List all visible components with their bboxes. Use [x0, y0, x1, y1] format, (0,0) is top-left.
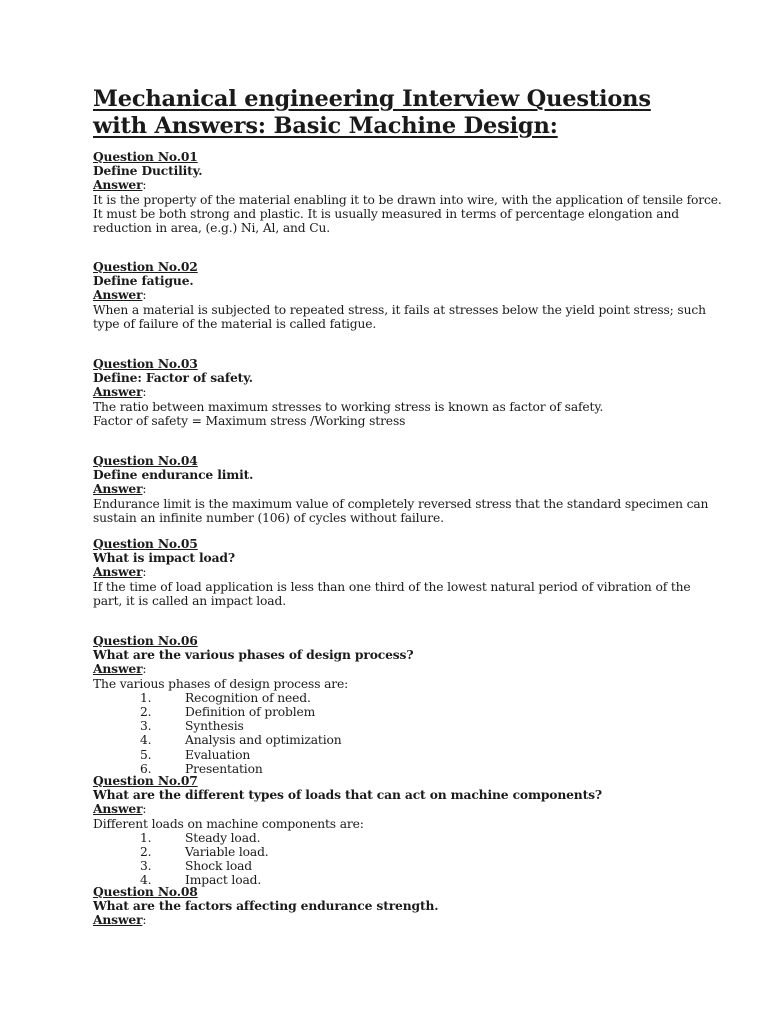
list-item-text: Shock load: [185, 859, 253, 874]
question-label: Question No.01: [93, 149, 198, 164]
question-text: What are the factors affecting endurance strength.: [93, 898, 439, 914]
answer-label: Answer: [93, 661, 143, 677]
question-text: What are the different types of loads that can act on machine components?: [93, 787, 602, 803]
list-item: [93, 691, 693, 705]
page-title: Mechanical engineering Interview Questions with Answers: Basic Machine Design:: [93, 86, 651, 139]
question-text: Define fatigue.: [93, 273, 194, 289]
phases-list: [93, 691, 693, 776]
answer-label: Answer: [93, 177, 143, 193]
list-item-number: 1.: [140, 830, 152, 845]
question-label: Question No.04: [93, 453, 198, 468]
answer-line: When a material is subjected to repeated stress, it fails at stresses below the yield point stress; such: [93, 302, 706, 317]
list-item: [93, 733, 693, 747]
question-text: Define Ductility.: [93, 163, 203, 179]
question-text: What is impact load?: [93, 550, 235, 566]
list-item-text: Presentation: [185, 761, 263, 776]
list-item-number: 2.: [140, 845, 152, 859]
list-item-number: 3.: [140, 859, 152, 874]
answer-label: Answer: [93, 287, 143, 303]
answer-line: Factor of safety = Maximum stress /Working stress: [93, 413, 406, 428]
list-item: [93, 845, 693, 859]
answer-line: part, it is called an impact load.: [93, 593, 286, 608]
question-label: Question No.02: [93, 259, 198, 274]
question-label: Question No.03: [93, 356, 198, 371]
question-label: Question No.08: [93, 884, 198, 899]
question-text: Define: Factor of safety.: [93, 370, 253, 386]
list-item: [93, 748, 693, 762]
answer-label: Answer: [93, 912, 143, 928]
list-item: [93, 859, 693, 873]
question-label: Question No.07: [93, 773, 198, 788]
question-block-04: Question No.04 Define endurance limit. Answer: Endurance limit is the maximum value of completely reversed stress that the standard specimen can sustain an infinite number (106) of cycles without failure.: [93, 453, 709, 525]
answer-line: If the time of load application is less than one third of the lowest natural period of vibration of the: [93, 579, 691, 594]
list-item-number: 1.: [140, 690, 152, 705]
list-item-text: Recognition of need.: [185, 690, 311, 705]
answer-line: The various phases of design process are:: [93, 676, 349, 691]
answer-line: It is the property of the material enabling it to be drawn into wire, with the application of tensile force.: [93, 192, 722, 207]
list-item-text: Impact load.: [185, 873, 262, 888]
list-item-text: Synthesis: [185, 719, 244, 734]
list-item-number: 3.: [140, 719, 152, 734]
answer-label: Answer: [93, 481, 143, 497]
list-item-text: Analysis and optimization: [185, 733, 342, 748]
question-block-08: Question No.08 What are the factors affecting endurance strength. Answer:: [93, 885, 693, 928]
answer-line: The ratio between maximum stresses to working stress is known as factor of safety.: [93, 399, 604, 414]
answer-line: sustain an infinite number (106) of cycles without failure.: [93, 510, 444, 525]
question-block-02: Question No.02 Define fatigue. Answer: When a material is subjected to repeated stress, it fails at stresses below the yield point stress; such type of failure of the material is called fatigue.: [93, 259, 706, 331]
question-label: Question No.06: [93, 633, 198, 648]
question-block-03: Question No.03 Define: Factor of safety. Answer: The ratio between maximum stresses to working stress is known as factor of safety. Factor of safety = Maximum stress /Working stress: [93, 357, 693, 428]
list-item-text: Variable load.: [185, 845, 269, 859]
question-block-05: Question No.05 What is impact load? Answer: If the time of load application is less than one third of the lowest natural period of vibration of the part, it is called an impact load.: [93, 537, 693, 608]
answer-line: reduction in area, (e.g.) Ni, Al, and Cu.: [93, 221, 331, 236]
question-block-07: Question No.07 What are the different types of loads that can act on machine components? Answer: Different loads on machine components are: 1. Steady load. 2. Variable load. 3. Shock load 4. Impact load.: [93, 774, 693, 888]
answer-label: Answer: [93, 564, 143, 580]
list-item-text: Evaluation: [185, 747, 251, 762]
loads-list: [93, 831, 693, 888]
answer-label: Answer: [93, 801, 143, 817]
answer-label: Answer: [93, 384, 143, 400]
list-item-text: Steady load.: [185, 830, 261, 845]
question-block-01: Question No.01 Define Ductility. Answer: It is the property of the material enabling it to be drawn into wire, with the application of tensile force. It must be both strong and plastic. It is usually measured in terms of percentage elongation and reduction in area, (e.g.) Ni, Al, and Cu.: [93, 149, 722, 236]
list-item-text: Definition of problem: [185, 705, 316, 719]
list-item-number: 2.: [140, 705, 152, 719]
list-item-number: 5.: [140, 747, 152, 762]
question-label: Question No.05: [93, 536, 198, 551]
list-item: [93, 719, 693, 733]
question-text: Define endurance limit.: [93, 467, 254, 483]
question-block-06: Question No.06 What are the various phases of design process? Answer: The various phases of design process are: 1. Recognition of need. 2. Definition of problem 3. Synthesis 4. Analysis and optimization 5. Evaluation 6. Presentation: [93, 634, 693, 776]
list-item-number: 4.: [140, 873, 152, 888]
answer-line: type of failure of the material is called fatigue.: [93, 316, 377, 331]
list-item-number: 6.: [140, 761, 152, 776]
list-item: [93, 705, 693, 719]
answer-line: Different loads on machine components are:: [93, 816, 364, 831]
answer-line: Endurance limit is the maximum value of completely reversed stress that the standard specimen can: [93, 496, 709, 511]
answer-line: It must be both strong and plastic. It is usually measured in terms of percentage elongation and: [93, 206, 679, 221]
list-item: [93, 831, 693, 845]
list-item-number: 4.: [140, 733, 152, 748]
question-text: What are the various phases of design process?: [93, 647, 414, 663]
